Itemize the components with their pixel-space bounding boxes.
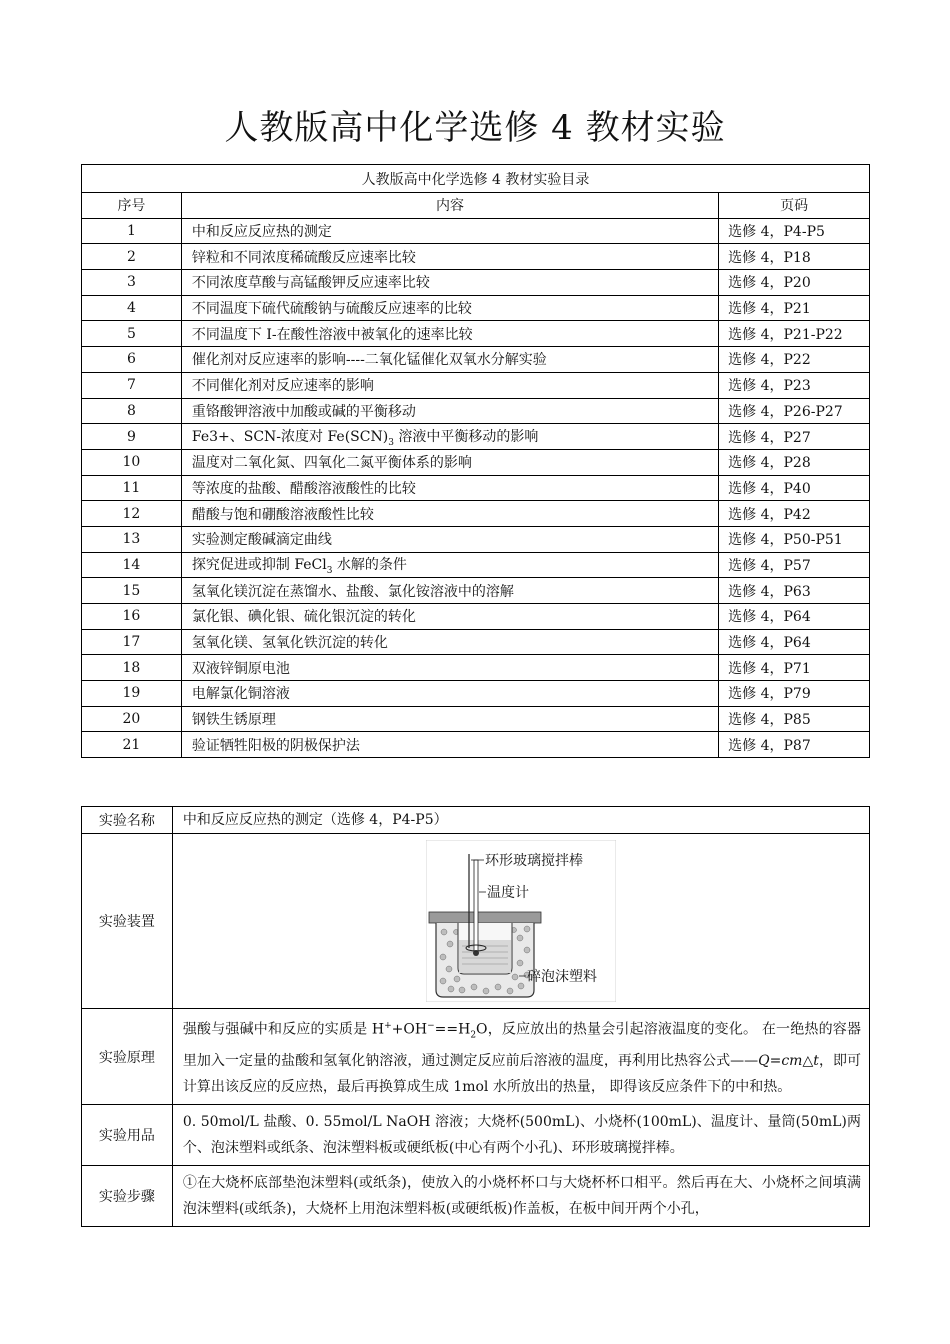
toc-row-no: 1 <box>82 218 182 244</box>
toc-row-content: 电解氯化铜溶液 <box>181 681 718 707</box>
toc-row-no: 5 <box>82 321 182 347</box>
toc-row-page: 选修 4，P26-P27 <box>719 398 870 424</box>
toc-row-content: 双液锌铜原电池 <box>181 655 718 681</box>
toc-row-page: 选修 4，P18 <box>719 244 870 270</box>
toc-row-page: 选修 4，P64 <box>719 604 870 630</box>
toc-row <box>82 706 870 732</box>
toc-row-no: 12 <box>82 501 182 527</box>
toc-row-page: 选修 4，P22 <box>719 347 870 373</box>
toc-row-page: 选修 4，P20 <box>719 270 870 296</box>
toc-row <box>82 655 870 681</box>
toc-row <box>82 552 870 578</box>
toc-row-content: 氯化银、碘化银、硫化银沉淀的转化 <box>181 604 718 630</box>
toc-row-content: 中和反应反应热的测定 <box>181 218 718 244</box>
toc-row-no: 2 <box>82 244 182 270</box>
toc-row-page: 选修 4，P87 <box>719 732 870 758</box>
toc-row <box>82 449 870 475</box>
toc-row <box>82 398 870 424</box>
toc-caption: 人教版高中化学选修 4 教材实验目录 <box>82 165 870 193</box>
solution <box>459 940 511 973</box>
principle-label: 实验原理 <box>82 1009 173 1105</box>
toc-row-content: 钢铁生锈原理 <box>181 706 718 732</box>
header-no: 序号 <box>82 193 182 219</box>
toc-row-page: 选修 4，P27 <box>719 424 870 450</box>
header-content: 内容 <box>181 193 718 219</box>
toc-row <box>82 681 870 707</box>
toc-row-page: 选修 4，P63 <box>719 578 870 604</box>
toc-row <box>82 732 870 758</box>
toc-row-page: 选修 4，P79 <box>719 681 870 707</box>
toc-row-page: 选修 4，P23 <box>719 372 870 398</box>
toc-row <box>82 244 870 270</box>
toc-row-page: 选修 4，P71 <box>719 655 870 681</box>
toc-row-content: 验证牺牲阳极的阴极保护法 <box>181 732 718 758</box>
toc-row <box>82 295 870 321</box>
apparatus-label: 实验装置 <box>82 834 173 1009</box>
document-title: 人教版高中化学选修 4 教材实验 <box>224 108 726 148</box>
calorimeter-figure <box>426 840 616 1002</box>
toc-row-content: 不同浓度草酸与高锰酸钾反应速率比较 <box>181 270 718 296</box>
toc-row-page: 选修 4，P21 <box>719 295 870 321</box>
toc-row-content: 不同温度下 I-在酸性溶液中被氧化的速率比较 <box>181 321 718 347</box>
materials-label: 实验用品 <box>82 1105 173 1166</box>
toc-row-content: 等浓度的盐酸、醋酸溶液酸性的比较 <box>181 475 718 501</box>
principle-text: 强酸与强碱中和反应的实质是 $H^++OH^-==H_2O$，反应放出的热量会引起溶液温度的变化。 在一绝热的容器里加入一定量的盐酸和氢氧化钠溶液，通过测定反应前后溶液的温度，再利用比热容公式——Q=cm△t，即可计算出该反应的反应热，最后再换算成生成 1mol 水所放出的热量， 即得该反应条件下的中和热。 <box>172 1009 869 1105</box>
toc-row-no: 10 <box>82 449 182 475</box>
toc-row-no: 20 <box>82 706 182 732</box>
toc-row-content: 氢氧化镁、氢氧化铁沉淀的转化 <box>181 629 718 655</box>
toc-row-content: 催化剂对反应速率的影响----二氧化锰催化双氧水分解实验 <box>181 347 718 373</box>
toc-header-row <box>82 193 870 219</box>
toc-row-no: 8 <box>82 398 182 424</box>
toc-row-no: 14 <box>82 552 182 578</box>
toc-row-no: 6 <box>82 347 182 373</box>
toc-row-no: 9 <box>82 424 182 450</box>
label-stirrer: 环形玻璃搅拌棒 <box>484 853 583 869</box>
toc-row-content: 氢氧化镁沉淀在蒸馏水、盐酸、氯化铵溶液中的溶解 <box>181 578 718 604</box>
toc-row-page: 选修 4，P28 <box>719 449 870 475</box>
toc-row-no: 18 <box>82 655 182 681</box>
toc-row <box>82 270 870 296</box>
toc-row-no: 21 <box>82 732 182 758</box>
toc-row-no: 3 <box>82 270 182 296</box>
toc-row-content: 不同温度下硫代硫酸钠与硫酸反应速率的比较 <box>181 295 718 321</box>
toc-row-page: 选修 4，P42 <box>719 501 870 527</box>
toc-row-no: 13 <box>82 526 182 552</box>
toc-row-page: 选修 4，P50-P51 <box>719 526 870 552</box>
steps-label: 实验步骤 <box>82 1166 173 1227</box>
toc-row-page: 选修 4，P85 <box>719 706 870 732</box>
toc-row-content: Fe3+、SCN-浓度对 $Fe(SCN)_3$ 溶液中平衡移动的影响 <box>181 424 718 450</box>
header-page: 页码 <box>719 193 870 219</box>
toc-row <box>82 526 870 552</box>
toc-row-page: 选修 4，P40 <box>719 475 870 501</box>
toc-row-content: 醋酸与饱和硼酸溶液酸性比较 <box>181 501 718 527</box>
materials-text: 0. 50mol/L 盐酸、0. 55mol/L NaOH 溶液；大烧杯(500mL)、小烧杯(100mL)、温度计、量筒(50mL)两个、泡沫塑料或纸条、泡沫塑料板或硬纸板(中心有两个小孔)、环形玻璃搅拌棒。 <box>172 1105 869 1166</box>
toc-row <box>82 372 870 398</box>
toc-row-no: 11 <box>82 475 182 501</box>
lid-board <box>429 912 541 923</box>
toc-row <box>82 629 870 655</box>
toc-row <box>82 475 870 501</box>
toc-row <box>82 321 870 347</box>
experiment-table <box>81 806 870 1227</box>
toc-row-page: 选修 4，P21-P22 <box>719 321 870 347</box>
toc-row-no: 15 <box>82 578 182 604</box>
toc-row-no: 4 <box>82 295 182 321</box>
toc-row-content: 重铬酸钾溶液中加酸或碱的平衡移动 <box>181 398 718 424</box>
toc-row <box>82 578 870 604</box>
toc-row-page: 选修 4，P57 <box>719 552 870 578</box>
toc-row-no: 7 <box>82 372 182 398</box>
toc-row-no: 19 <box>82 681 182 707</box>
toc-row-page: 选修 4，P4-P5 <box>719 218 870 244</box>
apparatus-cell <box>172 834 869 1009</box>
toc-row-content: 探究促进或抑制 FeCl$_3$ 水解的条件 <box>181 552 718 578</box>
steps-text: ①在大烧杯底部垫泡沫塑料(或纸条)，使放入的小烧杯杯口与大烧杯杯口相平。然后再在大、小烧杯之间填满泡沫塑料(或纸条)，大烧杯上用泡沫塑料板(或硬纸板)作盖板，在板中间开两个小孔， <box>172 1166 869 1227</box>
toc-row <box>82 604 870 630</box>
toc-row <box>82 218 870 244</box>
toc-row-no: 16 <box>82 604 182 630</box>
toc-row-content: 锌粒和不同浓度稀硫酸反应速率比较 <box>181 244 718 270</box>
toc-row-content: 不同催化剂对反应速率的影响 <box>181 372 718 398</box>
label-thermometer: 温度计 <box>486 885 529 901</box>
name-label: 实验名称 <box>82 807 173 834</box>
thermometer <box>474 860 478 952</box>
toc-row-page: 选修 4，P64 <box>719 629 870 655</box>
toc-row-no: 17 <box>82 629 182 655</box>
toc-row <box>82 424 870 450</box>
toc-row <box>82 501 870 527</box>
toc-body <box>82 218 870 757</box>
toc-row <box>82 347 870 373</box>
toc-table <box>81 164 870 758</box>
label-foam: 碎泡沫塑料 <box>526 969 597 985</box>
toc-row-content: 温度对二氧化氮、四氧化二氮平衡体系的影响 <box>181 449 718 475</box>
name-value: 中和反应反应热的测定（选修 4，P4-P5） <box>172 807 869 834</box>
toc-row-content: 实验测定酸碱滴定曲线 <box>181 526 718 552</box>
